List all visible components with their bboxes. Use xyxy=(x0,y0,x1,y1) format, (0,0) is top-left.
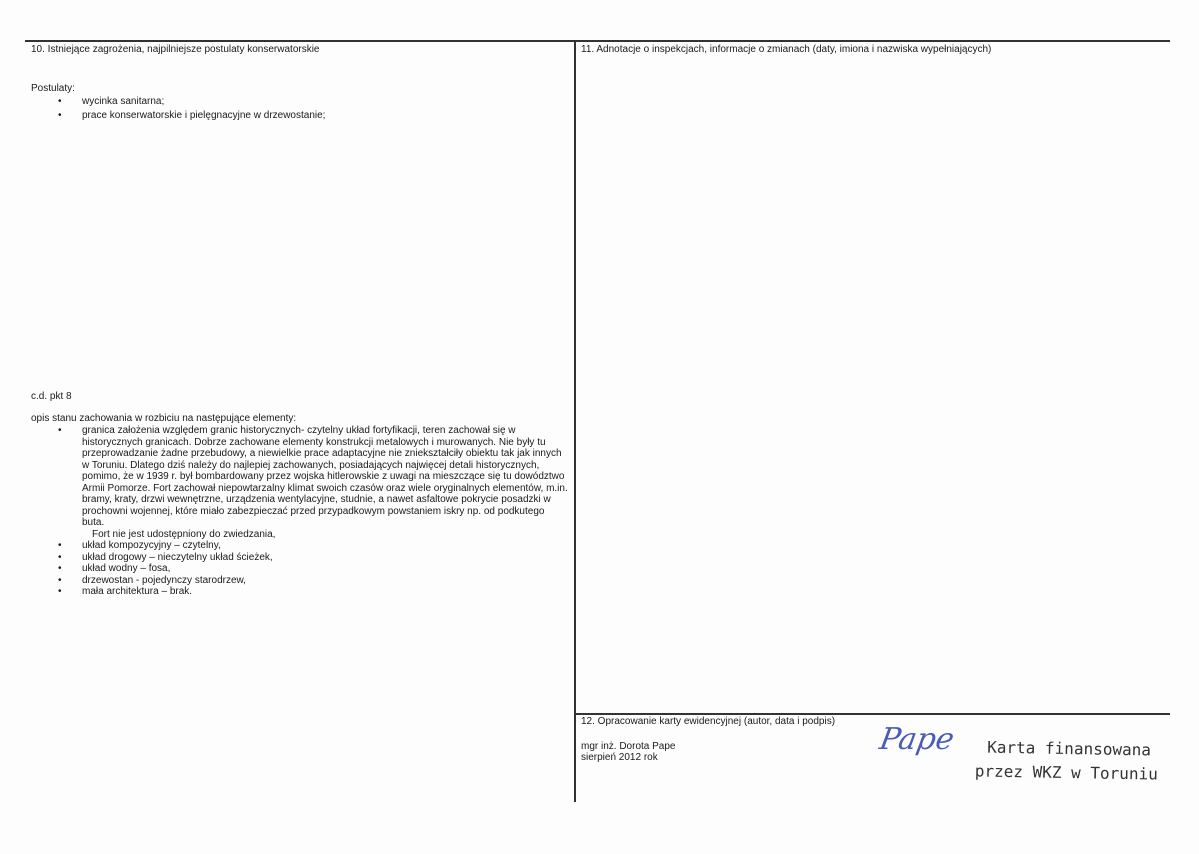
condition-list xyxy=(31,425,571,598)
list-item: • układ drogowy – nieczytelny układ ścieżek, xyxy=(31,552,571,564)
list-item-text: • granica założenia względem granic historycznych- czytelny układ fortyfikacji, teren zachował się w historycznych granicach. Dobrze zachowane elementy konstrukcji metalowych i murowanych. Nie były tu przeprowadzanie żadne przebudowy, a niewielkie prace adaptacyjne nie zniekształciły obiektu tak jak innych w Toruniu. Dlatego dziś należy do najlepiej zachowanych, posiadających najwięcej detali historycznych, pomimo, że w 1939 r. był bombardowany przez wojska hitlerowskie z uwagi na mieszczące się tu dowództwo Armii Pomorze. Fort zachował niepowtarzalny klimat swoich czasów oraz wiele oryginalnych elementów, m.in. bramy, kraty, drzwi wewnętrzne, urządzenia wentylacyjne, studnie, a nawet asfaltowe pokrycie posadzki w prochowni wojennej, które miało zabezpieczać przed przypadkowym powstaniem iskry np. od podkutego buta. xyxy=(82,425,568,528)
list-item: • mała architektura – brak. xyxy=(31,586,571,598)
section-11-header: 11. Adnotacje o inspekcjach, informacje o zmianach (daty, imiona i nazwiska wypełniających) xyxy=(581,44,992,55)
stamp-line-1: Karta finansowana xyxy=(987,737,1152,760)
section-10-header: 10. Istniejące zagrożenia, najpilniejsze postulaty konserwatorskie xyxy=(31,44,320,55)
list-item-note: Fort nie jest udostępniony do zwiedzania, xyxy=(92,528,276,540)
continuation-label: c.d. pkt 8 xyxy=(31,391,72,402)
list-item: • wycinka sanitarna; xyxy=(31,96,325,108)
list-item xyxy=(31,425,571,540)
author-name: mgr inż. Dorota Pape xyxy=(581,741,676,752)
stamp-line-2: przez WKZ w Toruniu xyxy=(974,761,1158,784)
postulates-label: Postulaty: xyxy=(31,83,75,94)
column-divider xyxy=(574,40,576,802)
top-rule xyxy=(25,40,1170,42)
list-item: • prace konserwatorskie i pielęgnacyjne w drzewostanie; xyxy=(31,110,325,122)
list-item: • układ wodny – fosa, xyxy=(31,563,571,575)
condition-intro: opis stanu zachowania w rozbiciu na następujące elementy: xyxy=(31,413,297,424)
section-12-header: 12. Opracowanie karty ewidencyjnej (autor, data i podpis) xyxy=(581,716,836,727)
list-item: • układ kompozycyjny – czytelny, xyxy=(31,540,571,552)
handwritten-signature: Pape xyxy=(876,722,957,757)
section-12-rule xyxy=(574,713,1170,715)
author-date: sierpień 2012 rok xyxy=(581,752,658,763)
postulates-list xyxy=(31,96,325,121)
list-item: • drzewostan - pojedynczy starodrzew, xyxy=(31,575,571,587)
funding-stamp xyxy=(975,735,1159,786)
